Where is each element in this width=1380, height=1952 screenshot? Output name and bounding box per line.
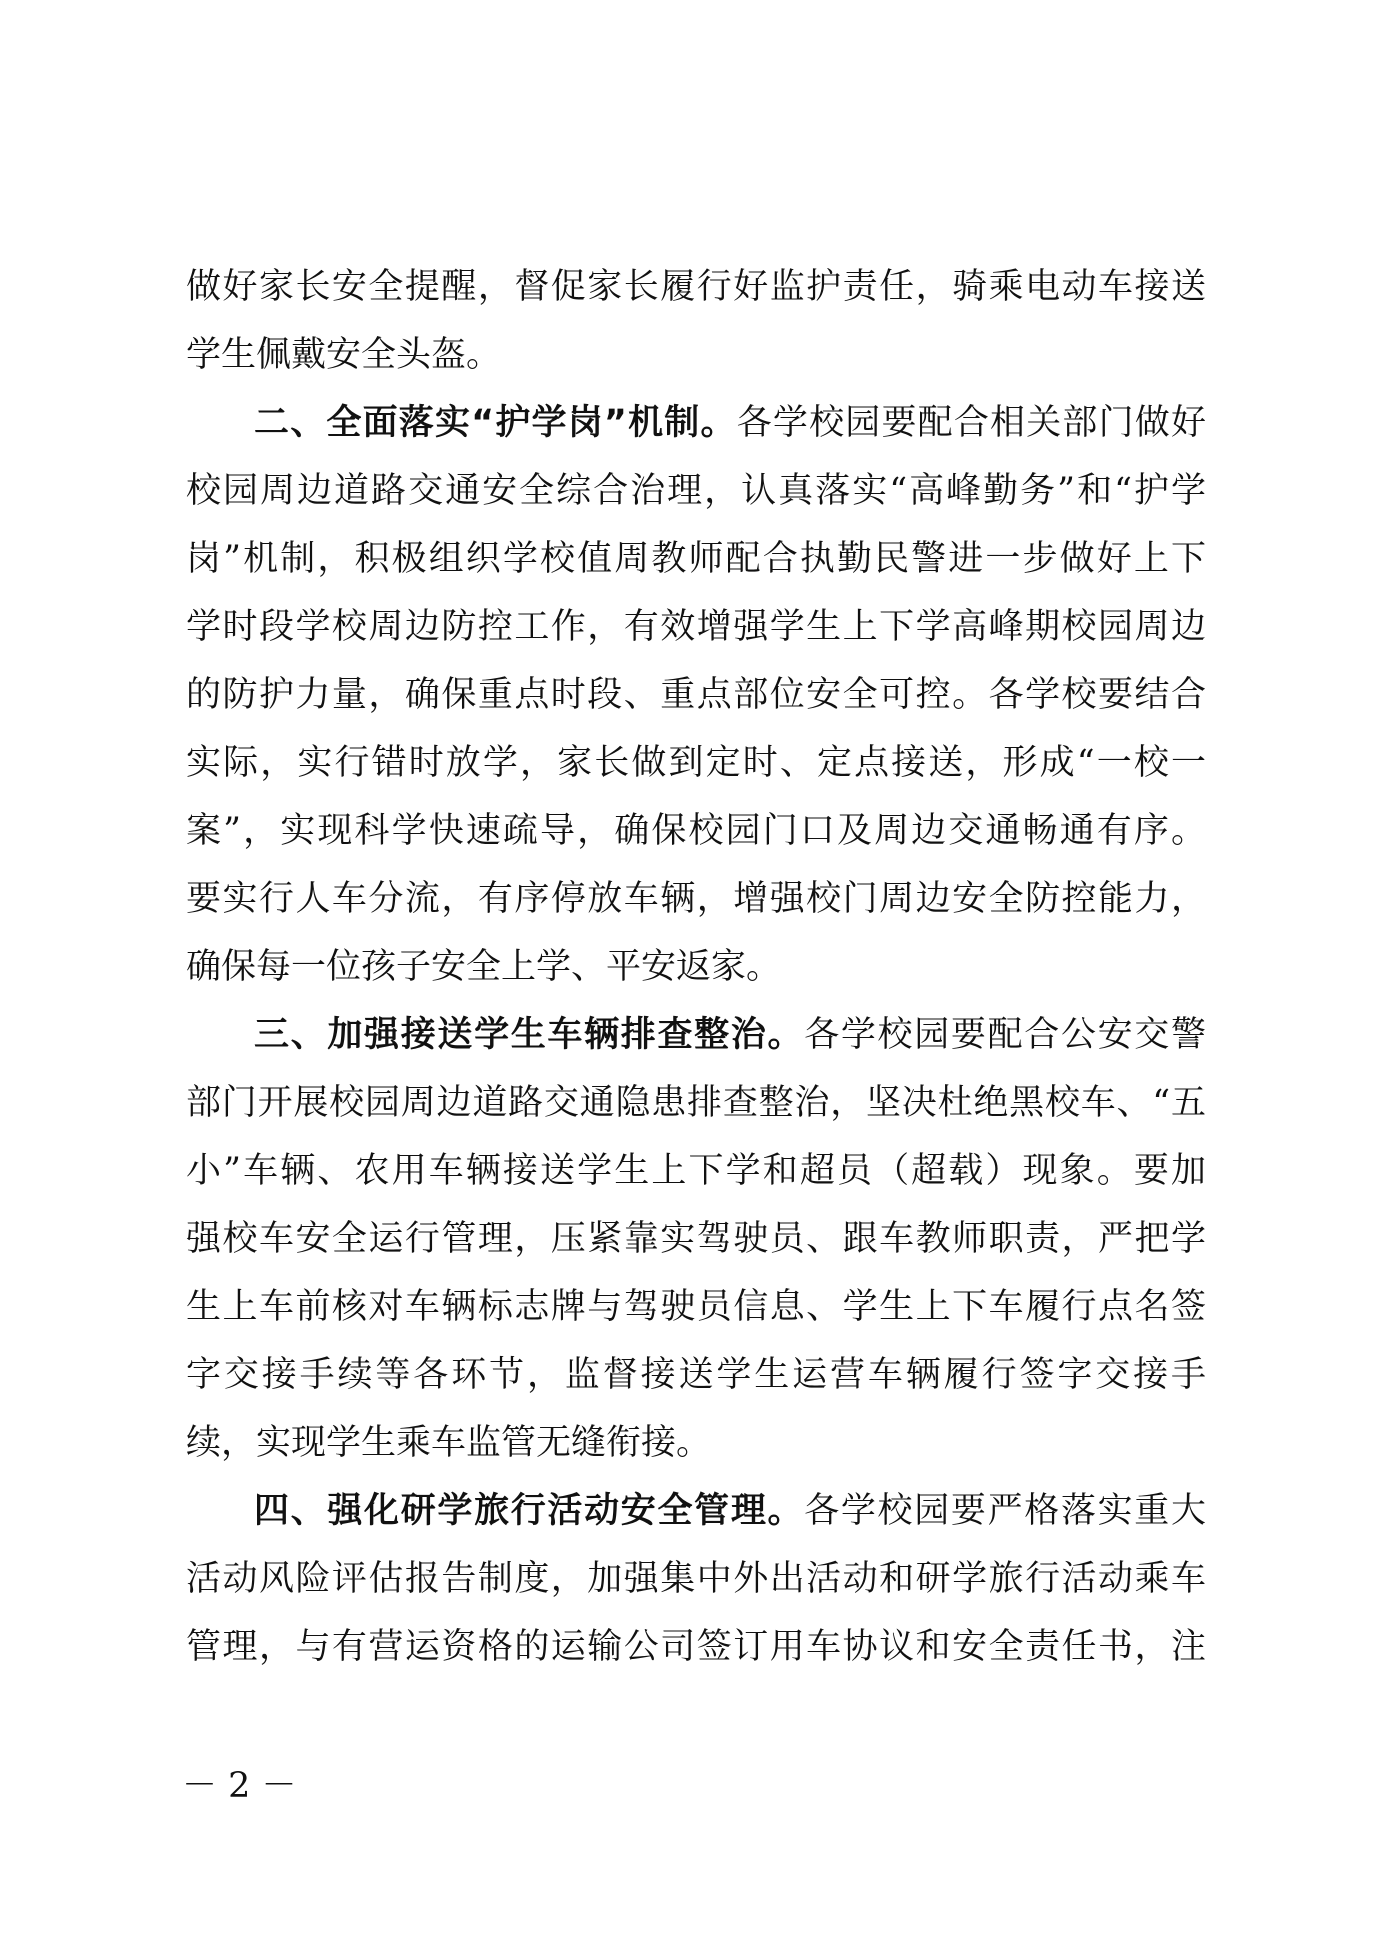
line-text: 各学校园要配合公安交警 [804,1015,1206,1055]
text-line [186,1545,1206,1613]
line-text: 案”，实现科学快速疏导，确保校园门口及周边交通畅通有序。 [186,811,1206,851]
text-line [186,1613,1206,1681]
text-line [186,525,1206,593]
text-line [186,593,1206,661]
line-text: 管理，与有营运资格的运输公司签订用车协议和安全责任书，注 [186,1627,1206,1667]
section-heading-line [186,389,1206,457]
line-text: 部门开展校园周边道路交通隐患排查整治，坚决杜绝黑校车、“五 [186,1083,1206,1123]
line-text: 实际，实行错时放学，家长做到定时、定点接送，形成“一校一 [186,743,1206,783]
text-line [186,321,1206,389]
section-heading-line [186,1477,1206,1545]
line-text: 字交接手续等各环节，监督接送学生运营车辆履行签字交接手 [186,1355,1206,1395]
section-heading-line [186,1001,1206,1069]
text-line [186,729,1206,797]
line-text: 小”车辆、农用车辆接送学生上下学和超员（超载）现象。要加 [186,1151,1206,1191]
section-heading: 四、强化研学旅行活动安全管理。 [254,1491,805,1531]
line-text: 各学校园要配合相关部门做好 [736,403,1206,443]
line-text: 活动风险评估报告制度，加强集中外出活动和研学旅行活动乘车 [186,1559,1206,1599]
line-text: 的防护力量，确保重点时段、重点部位安全可控。各学校要结合 [186,675,1206,715]
text-line [186,1137,1206,1205]
line-text: 岗”机制，积极组织学校值周教师配合执勤民警进一步做好上下 [186,539,1206,579]
line-text: 校园周边道路交通安全综合治理，认真落实“高峰勤务”和“护学 [186,471,1206,511]
text-line [186,457,1206,525]
section-heading: 三、加强接送学生车辆排查整治。 [254,1015,805,1055]
line-text: 生上车前核对车辆标志牌与驾驶员信息、学生上下车履行点名签 [186,1287,1206,1327]
page-number: － 2 － [182,1766,297,1806]
text-line [186,797,1206,865]
text-line [186,661,1206,729]
text-line [186,1341,1206,1409]
section-heading: 二、全面落实“护学岗”机制。 [254,403,737,443]
line-text: 学时段学校周边防控工作，有效增强学生上下学高峰期校园周边 [186,607,1206,647]
line-text: 各学校园要严格落实重大 [804,1491,1206,1531]
text-line [186,865,1206,933]
line-text: 确保每一位孩子安全上学、平安返家。 [186,947,782,987]
text-line [186,1273,1206,1341]
text-line [186,1205,1206,1273]
line-text: 续，实现学生乘车监管无缝衔接。 [186,1423,712,1463]
line-text: 做好家长安全提醒，督促家长履行好监护责任，骑乘电动车接送 [186,267,1206,307]
text-line [186,1409,1206,1477]
line-text: 学生佩戴安全头盔。 [186,335,502,375]
body-text [186,253,1206,1681]
line-text: 强校车安全运行管理，压紧靠实驾驶员、跟车教师职责，严把学 [186,1219,1206,1259]
line-text: 要实行人车分流，有序停放车辆，增强校门周边安全防控能力， [186,879,1206,919]
text-line [186,933,1206,1001]
text-line [186,1069,1206,1137]
text-line [186,253,1206,321]
